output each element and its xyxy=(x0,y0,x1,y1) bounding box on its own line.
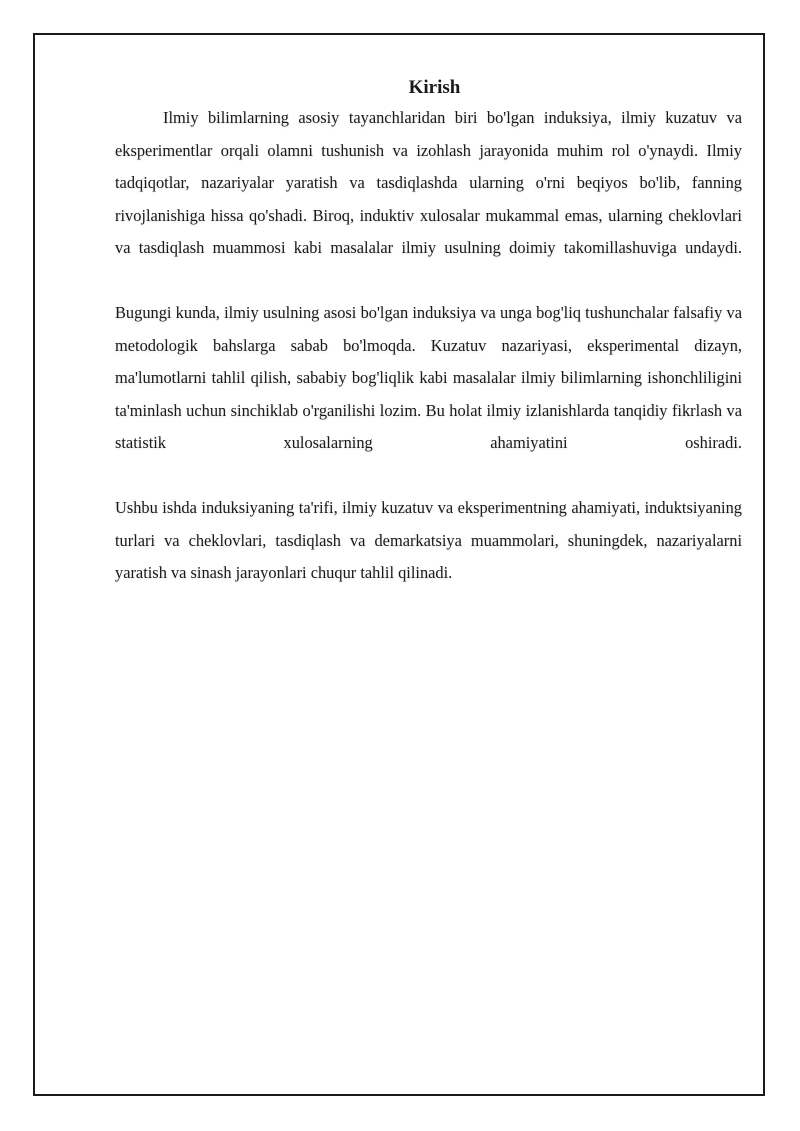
paragraph-context: Bugungi kunda, ilmiy usulning asosi bo'lgan induksiya va unga bog'liq tushunchalar falsafiy va metodologik bahslarga sabab bo'lmoqda. Kuzatuv nazariyasi, eksperimental dizayn, ma'lumotlarni tahlil qilish, sababiy bog'liqlik kabi masalalar ilmiy bilimlarning ishonchliligini ta'minlash uchun sinchiklab o'rganilishi lozim. Bu holat ilmiy izlanishlarda tanqidiy fikrlash va statistik xulosalarning ahamiyatini oshiradi. xyxy=(115,303,742,452)
paragraph-spacer xyxy=(115,265,742,298)
paragraph-spacer xyxy=(115,460,742,493)
document-title: Kirish xyxy=(408,77,461,98)
paragraph-intro: Ilmiy bilimlarning asosiy tayanchlaridan biri bo'lgan induksiya, ilmiy kuzatuv va eksperimentlar orqali olamni tushunish va izohlash jarayonida muhim rol o'ynaydi. Ilmiy tadqiqotlar, nazariyalar yaratish va tasdiqlashda ularning o'rni beqiyos bo'lib, fanning rivojlanishiga hissa qo'shadi. Biroq, induktiv xulosalar mukammal emas, ularning cheklovlari va tasdiqlash muammosi kabi masalalar ilmiy usulning doimiy takomillashuviga undaydi. xyxy=(115,108,742,257)
paragraph-scope: Ushbu ishda induksiyaning ta'rifi, ilmiy kuzatuv va eksperimentning ahamiyati, induktsiyaning turlari va cheklovlari, tasdiqlash va demarkatsiya muammolari, shuningdek, nazariyalarni yaratish va sinash jarayonlari chuqur tahlil qilinadi. xyxy=(115,498,742,582)
document-body xyxy=(115,74,742,590)
